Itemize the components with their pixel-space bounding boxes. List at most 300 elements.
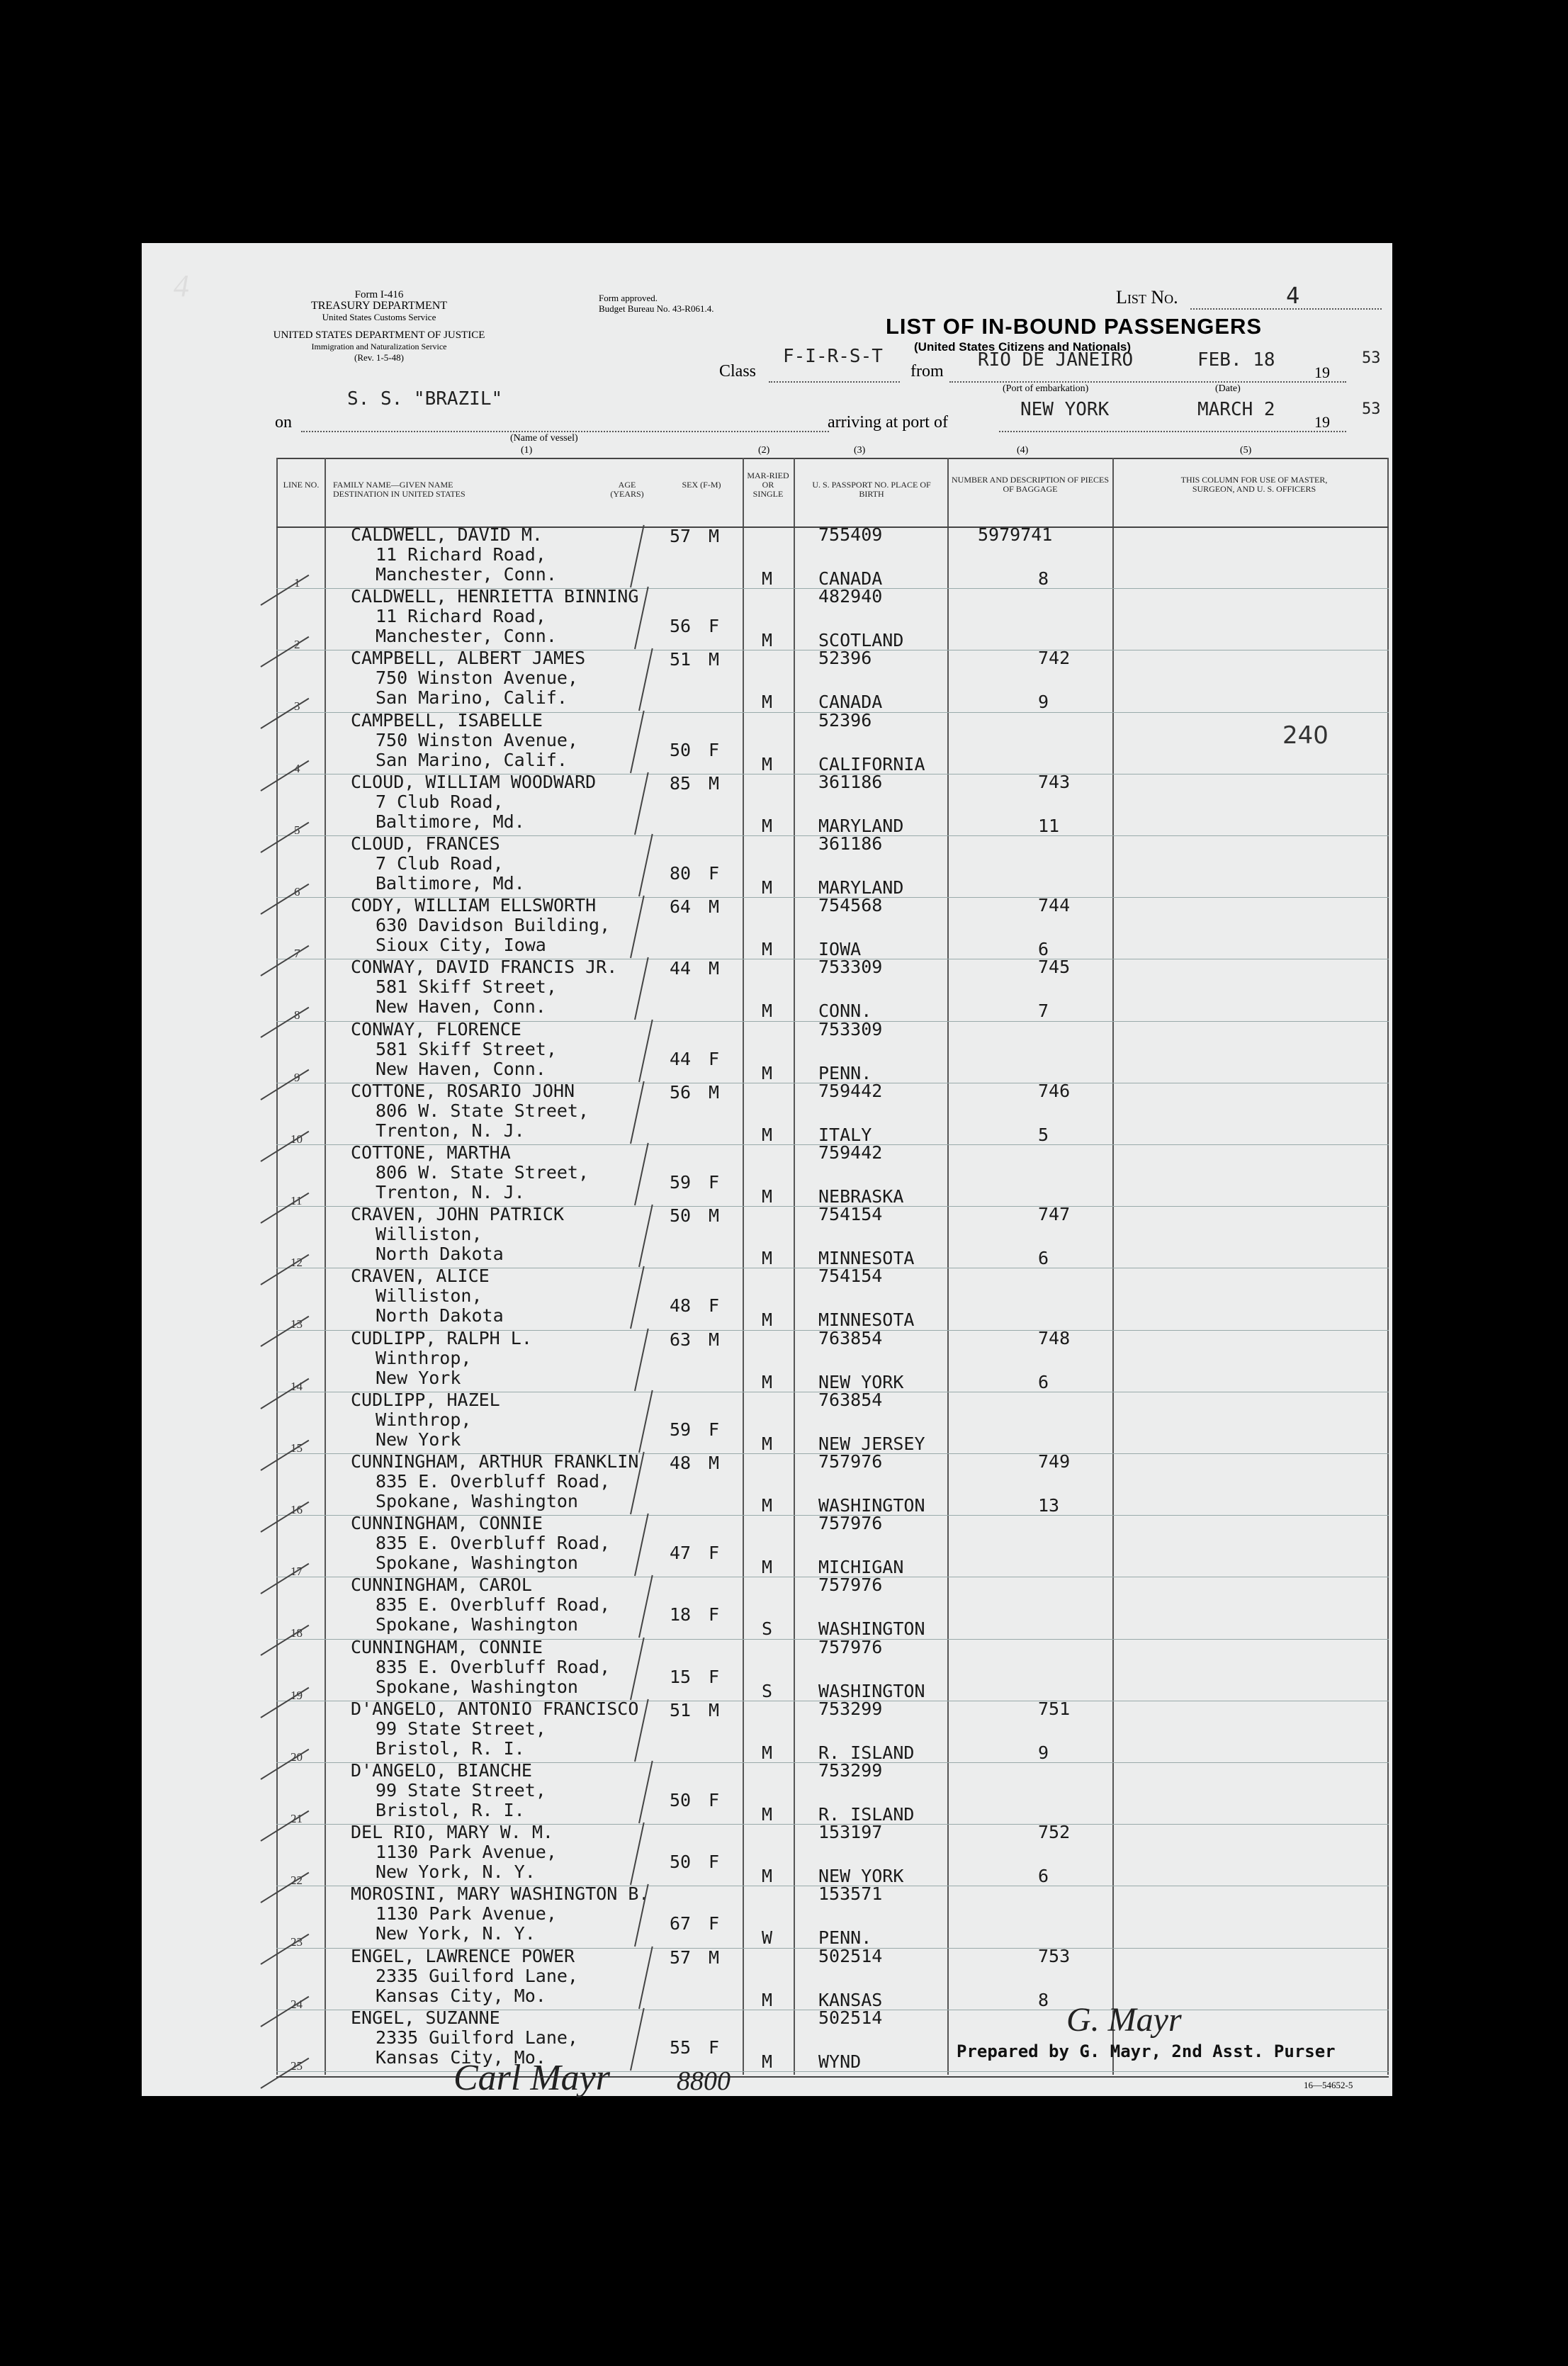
passenger-sex: F	[709, 616, 720, 637]
baggage-pieces: 9	[1038, 1742, 1049, 1763]
passenger-name: CUNNINGHAM, CONNIE	[351, 1636, 543, 1657]
passenger-name: CLOUD, WILLIAM WOODWARD	[351, 771, 597, 792]
passport-number: 759442	[818, 1142, 883, 1163]
passport-number: 759442	[818, 1080, 883, 1101]
passenger-address: 581 Skiff Street,	[376, 976, 557, 998]
passenger-city: New Haven, Conn.	[376, 996, 546, 1018]
year-prefix-1: 19	[1314, 364, 1330, 381]
passenger-address: 581 Skiff Street,	[376, 1038, 557, 1059]
ins-service: Immigration and Naturalization Service	[311, 342, 447, 351]
colnum-3: (3)	[854, 445, 866, 456]
colnum-1: (1)	[521, 445, 533, 456]
place-of-birth: PENN.	[818, 1062, 872, 1083]
passenger-sex: F	[709, 1666, 720, 1687]
port-embark-caption: (Port of embarkation)	[1003, 383, 1089, 394]
passenger-name: CLOUD, FRANCES	[351, 833, 500, 854]
passenger-city: San Marino, Calif.	[376, 687, 568, 709]
passenger-age: 85	[670, 772, 692, 794]
place-of-birth: CANADA	[818, 568, 883, 589]
passport-number: 763854	[818, 1389, 883, 1410]
bottom-note: 8800	[677, 2066, 731, 2096]
line-number: 24	[291, 1997, 303, 2011]
passenger-address: 750 Winston Avenue,	[376, 729, 578, 750]
passenger-name: CODY, WILLIAM ELLSWORTH	[351, 895, 597, 916]
baggage-pieces: 8	[1038, 1989, 1049, 2010]
passport-number: 482940	[818, 586, 883, 607]
passport-number: 754154	[818, 1204, 883, 1225]
passenger-name: CRAVEN, ALICE	[351, 1266, 490, 1287]
prepared-by: Prepared by G. Mayr, 2nd Asst. Purser	[957, 2041, 1336, 2061]
marital-status: M	[762, 939, 773, 960]
passenger-sex: F	[709, 739, 720, 760]
passenger-age: 67	[670, 1913, 692, 1934]
passenger-sex: F	[709, 2037, 720, 2058]
passport-number: 755409	[818, 524, 883, 545]
marital-status: M	[762, 815, 773, 836]
rule	[1387, 458, 1389, 2075]
baggage-number: 743	[1038, 771, 1071, 792]
passenger-city: North Dakota	[376, 1305, 504, 1326]
passenger-name: CALDWELL, HENRIETTA BINNING	[351, 586, 639, 607]
baggage-pieces: 6	[1038, 939, 1049, 960]
passport-number: 153571	[818, 1883, 883, 1905]
marital-status: M	[762, 692, 773, 713]
line-number: 3	[294, 699, 300, 714]
marital-status: S	[762, 1680, 773, 1701]
form-approved: Form approved. Budget Bureau No. 43-R061.4.	[599, 293, 714, 314]
passenger-city: Sioux City, Iowa	[376, 935, 546, 956]
passenger-sex: F	[709, 863, 720, 884]
passenger-age: 50	[670, 1205, 692, 1227]
vessel-name: S. S. "BRAZIL"	[347, 388, 503, 410]
place-of-birth: WASHINGTON	[818, 1618, 925, 1640]
line-number: 15	[291, 1441, 303, 1455]
line-number: 17	[291, 1565, 303, 1579]
colnum-4: (4)	[1017, 445, 1029, 456]
arrival-port: NEW YORK	[1020, 399, 1110, 420]
line-number: 23	[291, 1935, 303, 1949]
marital-status: M	[762, 1001, 773, 1022]
passenger-address: Winthrop,	[376, 1409, 472, 1430]
passenger-age: 57	[670, 526, 692, 546]
passport-number: 763854	[818, 1327, 883, 1348]
line-number: 14	[291, 1379, 303, 1393]
col-married: MAR-RIED OR SINGLE	[747, 471, 789, 499]
passenger-sex: F	[709, 1048, 720, 1069]
passenger-age: 59	[670, 1419, 692, 1440]
passenger-city: Kansas City, Mo.	[376, 2046, 546, 2068]
marital-status: S	[762, 1618, 773, 1640]
passenger-city: New York, N. Y.	[376, 1861, 536, 1883]
passenger-address: Williston,	[376, 1285, 483, 1307]
line-number: 18	[291, 1626, 303, 1640]
passenger-sex: M	[709, 1329, 720, 1350]
from-date: FEB. 18	[1197, 349, 1275, 371]
passenger-sex: M	[709, 1081, 720, 1103]
line-number: 13	[291, 1317, 303, 1331]
passenger-name: CONWAY, DAVID FRANCIS JR.	[351, 957, 618, 978]
marital-status: M	[762, 1186, 773, 1207]
passenger-sex: F	[709, 1790, 720, 1810]
passenger-address: 1130 Park Avenue,	[376, 1842, 557, 1863]
baggage-pieces: 9	[1038, 692, 1049, 713]
passenger-address: 835 E. Overbluff Road,	[376, 1594, 611, 1616]
passenger-city: Manchester, Conn.	[376, 564, 557, 585]
passenger-sex: M	[709, 1205, 720, 1227]
passenger-city: New York, N. Y.	[376, 1923, 536, 1944]
passenger-age: 51	[670, 1699, 692, 1720]
line-number: 16	[291, 1503, 303, 1516]
passenger-sex: M	[709, 896, 720, 918]
line-number: 20	[291, 1750, 303, 1764]
passenger-age: 50	[670, 1852, 692, 1873]
line-number: 6	[294, 885, 300, 898]
place-of-birth: KANSAS	[818, 1989, 883, 2010]
line-number: 19	[291, 1688, 303, 1702]
line-number: 4	[294, 761, 300, 775]
passenger-name: CUDLIPP, RALPH L.	[351, 1327, 532, 1348]
place-of-birth: NEW YORK	[818, 1371, 904, 1392]
passenger-address: 11 Richard Road,	[376, 544, 546, 565]
passport-number: 757976	[818, 1636, 883, 1657]
form-number: Form I-416	[354, 289, 404, 300]
passenger-city: San Marino, Calif.	[376, 749, 568, 770]
passenger-sex: M	[709, 1947, 720, 1968]
passenger-age: 48	[670, 1453, 692, 1473]
baggage-number: 752	[1038, 1822, 1071, 1843]
passenger-address: 806 W. State Street,	[376, 1100, 590, 1121]
place-of-birth: ITALY	[818, 1124, 872, 1145]
passenger-sex: F	[709, 1419, 720, 1440]
passport-number: 753299	[818, 1760, 883, 1781]
line-number: 12	[291, 1256, 303, 1270]
marital-status: M	[762, 1557, 773, 1578]
revision: (Rev. 1-5-48)	[354, 352, 404, 363]
place-of-birth: WASHINGTON	[818, 1495, 925, 1516]
passport-number: 361186	[818, 771, 883, 792]
passport-number: 52396	[818, 709, 872, 731]
passenger-name: CRAVEN, JOHN PATRICK	[351, 1204, 565, 1225]
passenger-address: 7 Club Road,	[376, 853, 504, 874]
passenger-age: 55	[670, 2037, 692, 2058]
on-label: on	[275, 413, 292, 432]
passenger-sex: F	[709, 1295, 720, 1317]
line-number: 9	[294, 1070, 300, 1084]
marital-status: M	[762, 1742, 773, 1763]
passenger-address: 2335 Guilford Lane,	[376, 1965, 578, 1986]
year-1: 53	[1362, 349, 1381, 367]
passport-number: 753309	[818, 957, 883, 978]
passenger-name: D'ANGELO, ANTONIO FRANCISCO	[351, 1698, 639, 1719]
place-of-birth: MINNESOTA	[818, 1248, 915, 1269]
passenger-city: Spokane, Washington	[376, 1614, 578, 1635]
document-subtitle: (United States Citizens and Nationals)	[914, 340, 1132, 354]
place-of-birth: R. ISLAND	[818, 1804, 915, 1825]
passenger-age: 47	[670, 1543, 692, 1564]
place-of-birth: WASHINGTON	[818, 1680, 925, 1701]
passenger-address: 750 Winston Avenue,	[376, 667, 578, 689]
passenger-age: 59	[670, 1172, 692, 1193]
marital-status: M	[762, 1866, 773, 1887]
passenger-age: 44	[670, 1048, 692, 1069]
passenger-name: MOROSINI, MARY WASHINGTON B.	[351, 1883, 650, 1905]
place-of-birth: SCOTLAND	[818, 630, 904, 651]
col-officers: THIS COLUMN FOR USE OF MASTER, SURGEON, AND U. S. OFFICERS	[1180, 475, 1328, 494]
passenger-sex: F	[709, 1852, 720, 1873]
treasury-dept: TREASURY DEPARTMENT	[310, 300, 448, 312]
place-of-birth: CALIFORNIA	[818, 753, 925, 774]
passenger-sex: F	[709, 1913, 720, 1934]
line-number: 10	[291, 1132, 303, 1146]
passenger-age: 15	[670, 1666, 692, 1687]
passenger-city: Manchester, Conn.	[376, 626, 557, 647]
line-number: 1	[294, 576, 300, 590]
line-number: 11	[291, 1194, 303, 1207]
passport-number: 502514	[818, 1945, 883, 1966]
passport-number: 757976	[818, 1513, 883, 1534]
passenger-name: DEL RIO, MARY W. M.	[351, 1822, 553, 1843]
vessel-line	[301, 431, 829, 432]
passport-number: 52396	[818, 648, 872, 669]
passenger-city: Spokane, Washington	[376, 1553, 578, 1574]
passenger-city: North Dakota	[376, 1244, 504, 1265]
line-number: 22	[291, 1874, 303, 1888]
passenger-city: Bristol, R. I.	[376, 1737, 525, 1759]
passenger-city: Trenton, N. J.	[376, 1182, 525, 1202]
passenger-address: 835 E. Overbluff Road,	[376, 1533, 611, 1554]
colnum-5: (5)	[1240, 445, 1252, 456]
passenger-address: 7 Club Road,	[376, 791, 504, 812]
marital-status: M	[762, 753, 773, 774]
passenger-sex: M	[709, 1453, 720, 1473]
passenger-address: 806 W. State Street,	[376, 1162, 590, 1183]
passenger-age: 63	[670, 1329, 692, 1350]
passenger-age: 18	[670, 1604, 692, 1626]
class-line	[769, 381, 900, 383]
passenger-city: Baltimore, Md.	[376, 873, 525, 894]
passenger-address: Williston,	[376, 1224, 483, 1245]
passport-number: 361186	[818, 833, 883, 854]
passenger-name: CUNNINGHAM, CAROL	[351, 1574, 532, 1596]
purser-signature: G. Mayr	[1066, 2001, 1182, 2039]
passenger-address: 2335 Guilford Lane,	[376, 2027, 578, 2048]
passenger-name: CUNNINGHAM, CONNIE	[351, 1513, 543, 1534]
passenger-age: 56	[670, 1081, 692, 1103]
place-of-birth: IOWA	[818, 939, 862, 960]
line-number: 2	[294, 638, 300, 652]
passport-number: 753299	[818, 1698, 883, 1719]
passenger-name: CUDLIPP, HAZEL	[351, 1389, 500, 1410]
passenger-city: Baltimore, Md.	[376, 811, 525, 832]
corner-mark: 4	[174, 269, 189, 303]
baggage-number: 746	[1038, 1080, 1071, 1101]
colnum-2: (2)	[758, 445, 770, 456]
rule	[325, 458, 326, 2075]
passport-number: 753309	[818, 1018, 883, 1040]
place-of-birth: NEW JERSEY	[818, 1433, 925, 1454]
baggage-pieces: 6	[1038, 1371, 1049, 1392]
col-line-no: LINE NO.	[283, 480, 320, 490]
passenger-city: New York	[376, 1367, 461, 1388]
passenger-sex: F	[709, 1604, 720, 1626]
passenger-address: 11 Richard Road,	[376, 606, 546, 627]
from-port: RIO DE JANEIRO	[978, 349, 1134, 371]
baggage-number: 751	[1038, 1698, 1071, 1719]
rule	[947, 458, 949, 2075]
passenger-city: Bristol, R. I.	[376, 1800, 525, 1820]
baggage-number: 748	[1038, 1327, 1071, 1348]
passenger-sex: M	[709, 1699, 720, 1720]
line-number: 7	[294, 947, 300, 961]
passenger-city: New York	[376, 1429, 461, 1450]
customs-service: United States Customs Service	[322, 312, 436, 322]
passenger-age: 50	[670, 1790, 692, 1810]
baggage-pieces: 7	[1038, 1001, 1049, 1022]
baggage-pieces: 6	[1038, 1248, 1049, 1269]
passenger-name: CALDWELL, DAVID M.	[351, 524, 543, 545]
rule	[1112, 458, 1114, 2075]
passenger-name: CUNNINGHAM, ARTHUR FRANKLIN	[351, 1451, 639, 1472]
baggage-pieces: 8	[1038, 568, 1049, 589]
marital-status: M	[762, 2051, 773, 2072]
passenger-sex: M	[709, 526, 720, 546]
passenger-name: D'ANGELO, BIANCHE	[351, 1760, 532, 1781]
passenger-age: 64	[670, 896, 692, 918]
passport-number: 754568	[818, 895, 883, 916]
passenger-age: 51	[670, 649, 692, 670]
place-of-birth: NEW YORK	[818, 1866, 904, 1887]
marital-status: M	[762, 568, 773, 589]
passenger-age: 56	[670, 616, 692, 637]
place-of-birth: MICHIGAN	[818, 1557, 904, 1578]
passenger-city: Kansas City, Mo.	[376, 1985, 546, 2006]
passenger-address: 1130 Park Avenue,	[376, 1903, 557, 1925]
passenger-sex: F	[709, 1172, 720, 1193]
passenger-sex: F	[709, 1543, 720, 1564]
year-2: 53	[1362, 400, 1381, 418]
class-label: Class	[719, 362, 757, 381]
passenger-sex: M	[709, 958, 720, 979]
passenger-name: ENGEL, SUZANNE	[351, 2007, 500, 2028]
list-no-label: List No.	[1116, 287, 1178, 308]
bottom-signature: Carl Mayr	[453, 2058, 610, 2098]
passenger-age: 57	[670, 1947, 692, 1968]
place-of-birth: MINNESOTA	[818, 1309, 915, 1331]
passenger-address: 99 State Street,	[376, 1718, 546, 1739]
passenger-name: ENGEL, LAWRENCE POWER	[351, 1945, 575, 1966]
marital-status: M	[762, 1495, 773, 1516]
list-no-value: 4	[1286, 282, 1300, 309]
place-of-birth: PENN.	[818, 1927, 872, 1949]
passenger-city: Trenton, N. J.	[376, 1120, 525, 1141]
margin-note: 240	[1282, 721, 1329, 750]
line-number: 8	[294, 1008, 300, 1023]
baggage-number: 742	[1038, 648, 1071, 669]
passenger-name: COTTONE, ROSARIO JOHN	[351, 1080, 575, 1101]
passenger-age: 44	[670, 958, 692, 979]
document-title: LIST OF IN-BOUND PASSENGERS	[886, 314, 1263, 339]
line-number: 21	[291, 1812, 303, 1825]
marital-status: M	[762, 1124, 773, 1145]
passenger-name: COTTONE, MARTHA	[351, 1142, 511, 1163]
arriving-label: arriving at port of	[828, 413, 948, 432]
passenger-address: 835 E. Overbluff Road,	[376, 1471, 611, 1492]
baggage-number: 5979741	[978, 524, 1053, 545]
passenger-address: 835 E. Overbluff Road,	[376, 1656, 611, 1677]
place-of-birth: CONN.	[818, 1001, 872, 1022]
place-of-birth: WYND	[818, 2051, 862, 2072]
marital-status: M	[762, 1804, 773, 1825]
passenger-address: 630 Davidson Building,	[376, 915, 611, 936]
passenger-address: Winthrop,	[376, 1347, 472, 1368]
arrival-line	[999, 431, 1346, 432]
baggage-number: 749	[1038, 1451, 1071, 1472]
from-label: from	[910, 362, 944, 381]
passenger-city: Spokane, Washington	[376, 1676, 578, 1697]
passenger-address: 99 State Street,	[376, 1780, 546, 1801]
passport-number: 754154	[818, 1266, 883, 1287]
baggage-pieces: 5	[1038, 1124, 1049, 1145]
baggage-number: 747	[1038, 1204, 1071, 1225]
col-baggage: NUMBER AND DESCRIPTION OF PIECES OF BAGGAGE	[951, 475, 1110, 494]
place-of-birth: NEBRASKA	[818, 1186, 904, 1207]
place-of-birth: CANADA	[818, 692, 883, 713]
passenger-name: CAMPBELL, ALBERT JAMES	[351, 648, 586, 669]
place-of-birth: R. ISLAND	[818, 1742, 915, 1763]
marital-status: M	[762, 630, 773, 651]
marital-status: M	[762, 1371, 773, 1392]
baggage-number: 753	[1038, 1945, 1071, 1966]
col-passport: U. S. PASSPORT NO. PLACE OF BIRTH	[812, 480, 931, 499]
marital-status: M	[762, 1309, 773, 1331]
marital-status: M	[762, 877, 773, 898]
baggage-pieces: 13	[1038, 1495, 1060, 1516]
passenger-city: New Haven, Conn.	[376, 1058, 546, 1079]
col-name: FAMILY NAME—GIVEN NAME DESTINATION IN UNITED STATES	[333, 480, 466, 499]
baggage-pieces: 6	[1038, 1866, 1049, 1887]
class-value: F-I-R-S-T	[783, 346, 883, 367]
marital-status: M	[762, 1433, 773, 1454]
date-caption: (Date)	[1215, 383, 1241, 394]
passport-number: 153197	[818, 1822, 883, 1843]
passenger-age: 80	[670, 863, 692, 884]
arrival-date: MARCH 2	[1197, 399, 1275, 420]
passport-number: 757976	[818, 1451, 883, 1472]
rule	[743, 458, 744, 2075]
place-of-birth: MARYLAND	[818, 815, 904, 836]
baggage-pieces: 11	[1038, 815, 1060, 836]
marital-status: M	[762, 1248, 773, 1269]
passenger-name: CONWAY, FLORENCE	[351, 1018, 521, 1040]
place-of-birth: MARYLAND	[818, 877, 904, 898]
rule	[794, 458, 795, 2075]
passenger-age: 48	[670, 1295, 692, 1317]
passport-number: 757976	[818, 1574, 883, 1596]
passport-number: 502514	[818, 2007, 883, 2028]
marital-status: W	[762, 1927, 773, 1949]
passenger-age: 50	[670, 739, 692, 760]
col-sex: SEX (F-M)	[682, 480, 721, 490]
passenger-city: Spokane, Washington	[376, 1491, 578, 1511]
form-code: 16—54652-5	[1304, 2080, 1353, 2090]
manifest-sheet	[142, 243, 1392, 2096]
baggage-number: 744	[1038, 895, 1071, 916]
passenger-sex: M	[709, 772, 720, 794]
dept-justice: UNITED STATES DEPARTMENT OF JUSTICE	[273, 329, 485, 341]
marital-status: M	[762, 1989, 773, 2010]
marital-status: M	[762, 1062, 773, 1083]
baggage-number: 745	[1038, 957, 1071, 978]
